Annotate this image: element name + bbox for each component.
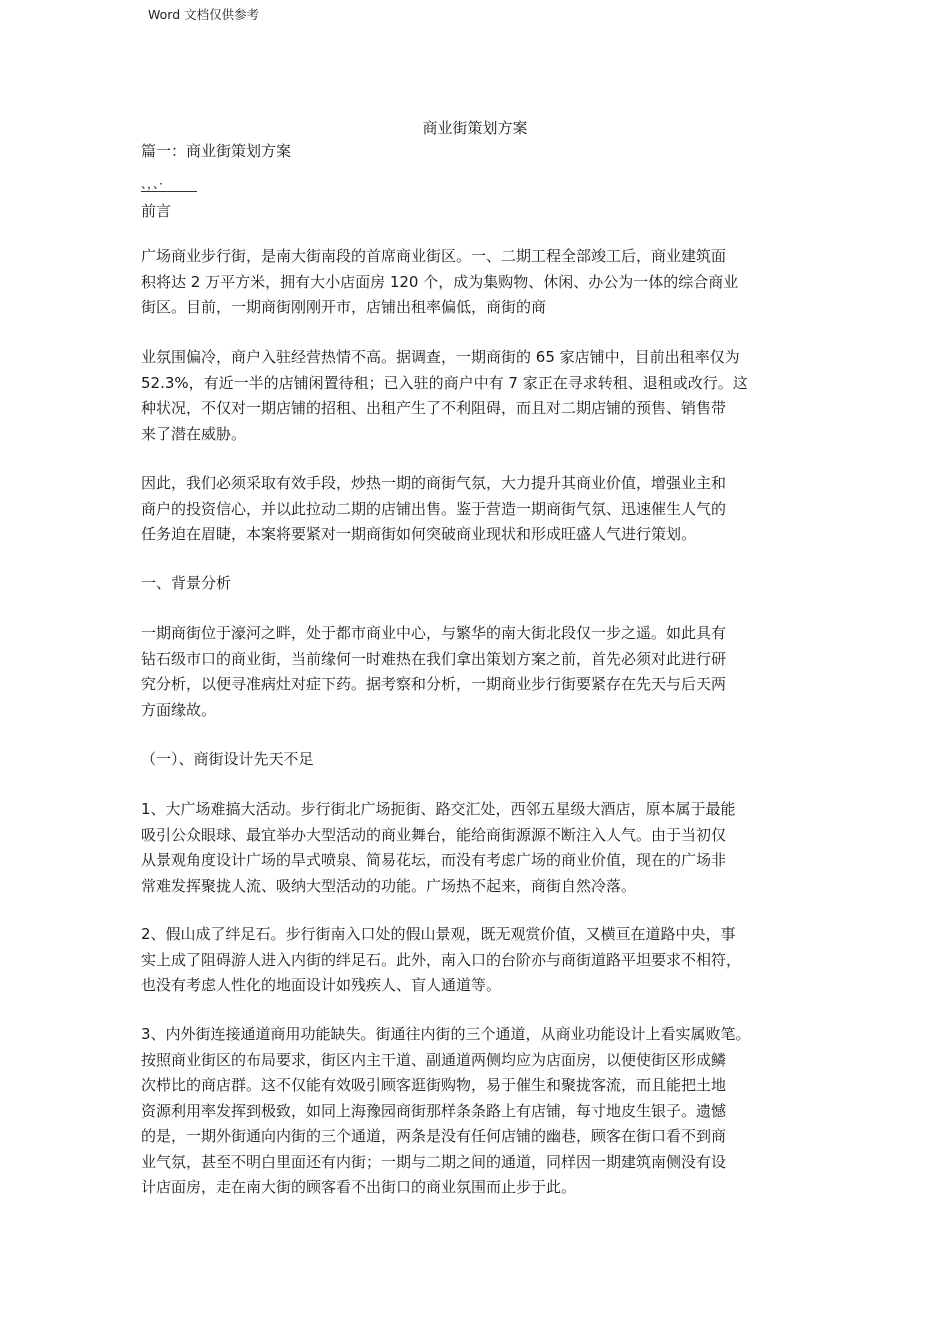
paragraph-line: 从景观角度设计广场的旱式喷泉、简易花坛，而没有考虑广场的商业价值，现在的广场非	[141, 851, 727, 869]
paragraph-3	[141, 471, 821, 548]
paragraph-line: 3、内外街连接通道商用功能缺失。街通往内街的三个通道，从商业功能设计上看实属败笔。	[141, 1025, 751, 1043]
document-title: 商业街策划方案	[422, 119, 528, 137]
paragraph-2	[141, 345, 821, 447]
paragraph-7	[141, 1022, 821, 1201]
paragraph-line: 也没有考虑人性化的地面设计如残疾人、盲人通道等。	[141, 976, 502, 994]
paragraph-line: 来了潜在威胁。	[141, 424, 247, 443]
paragraph-line: 商户的投资信心，并以此拉动二期的店铺出售。鉴于营造一期商街气氛、迅速催生人气的	[141, 499, 727, 518]
paragraph-line: 积将达 2 万平方米，拥有大小店面房 120 个，成为集购物、休闲、办公为一体的综合商业	[141, 272, 739, 291]
paragraph-line: 的是，一期外街通向内街的三个通道，两条是没有任何店铺的幽巷，顾客在街口看不到商	[141, 1127, 727, 1145]
paragraph-line: 常难发挥聚拢人流、吸纳大型活动的功能。广场热不起来，商街自然冷落。	[141, 876, 637, 895]
chapter-heading-text: 篇一：商业街策划方案	[141, 142, 292, 160]
punctuation-marks: 、，、·	[141, 177, 197, 192]
paragraph-1	[141, 244, 821, 321]
paragraph-4	[141, 621, 821, 723]
preface-heading-text: 前言	[141, 202, 172, 220]
paragraph-line: 吸引公众眼球、最宜举办大型活动的商业舞台，能给商街源源不断注入人气。由于当初仅	[141, 825, 727, 844]
subsection-heading-text: （一）、商街设计先天不足	[141, 750, 314, 768]
paragraph-line: 实上成了阻碍游人进入内街的绊足石。此外，南入口的台阶亦与商街道路平坦要求不相符，	[141, 950, 742, 969]
paragraph-line: 按照商业街区的布局要求，街区内主干道、副通道两侧均应为店面房，以便使街区形成鳞	[141, 1050, 727, 1069]
paragraph-line: 任务迫在眉睫，本案将要紧对一期商街如何突破商业现状和形成旺盛人气进行策划。	[141, 525, 697, 543]
paragraph-line: 52.3%，有近一半的店铺闲置待租；已入驻的商户中有 7 家正在寻求转租、退租或改行。这	[141, 373, 748, 392]
section-heading-background	[141, 571, 821, 597]
paragraph-line: 资源利用率发挥到极致，如同上海豫园商街那样条条路上有店铺，每寸地皮生银子。遗憾	[141, 1101, 727, 1120]
subsection-heading	[141, 747, 821, 773]
paragraph-6	[141, 922, 821, 999]
paragraph-line: 次栉比的商店群。这不仅能有效吸引顾客逛街购物，易于催生和聚拢客流，而且能把土地	[141, 1076, 727, 1094]
paragraph-line: 街区。目前，一期商街刚刚开市，店铺出租率偏低，商街的商	[141, 298, 547, 316]
paragraph-line: 业氛围偏冷，商户入驻经营热情不高。据调查，一期商街的 65 家店铺中，目前出租率仅为	[141, 348, 740, 366]
paragraph-line: 种状况，不仅对一期店铺的招租、出租产生了不利阻碍，而且对二期店铺的预售、销售带	[141, 399, 727, 417]
paragraph-line: 究分析，以便寻准病灶对症下药。据考察和分析，一期商业步行街要紧存在先天与后天两	[141, 675, 727, 693]
watermark-text: Word 文档仅供参考	[148, 7, 260, 22]
paragraph-line: 钻石级市口的商业街，当前缘何一时难热在我们拿出策划方案之前，首先必须对此进行研	[141, 649, 727, 668]
section-heading-text: 一、背景分析	[141, 574, 232, 592]
preface-heading	[141, 199, 821, 225]
paragraph-line: 业气氛，甚至不明白里面还有内街；一期与二期之间的通道，同样因一期建筑南侧没有设	[141, 1152, 727, 1171]
paragraph-line: 2、假山成了绊足石。步行街南入口处的假山景观，既无观赏价值，又横亘在道路中央，事	[141, 925, 736, 943]
paragraph-5	[141, 797, 821, 899]
paragraph-line: 方面缘故。	[141, 700, 217, 719]
paragraph-line: 因此，我们必须采取有效手段，炒热一期的商街气氛，大力提升其商业价值，增强业主和	[141, 474, 727, 492]
chapter-heading	[141, 139, 821, 165]
paragraph-line: 计店面房，走在南大街的顾客看不出街口的商业氛围而止步于此。	[141, 1178, 577, 1196]
paragraph-line: 一期商街位于濠河之畔，处于都市商业中心，与繁华的南大街北段仅一步之遥。如此具有	[141, 624, 727, 642]
paragraph-line: 1、大广场难搞大活动。步行街北广场扼街、路交汇处，西邻五星级大酒店，原本属于最能	[141, 800, 736, 818]
paragraph-line: 广场商业步行街，是南大街南段的首席商业街区。一、二期工程全部竣工后，商业建筑面	[141, 247, 727, 265]
